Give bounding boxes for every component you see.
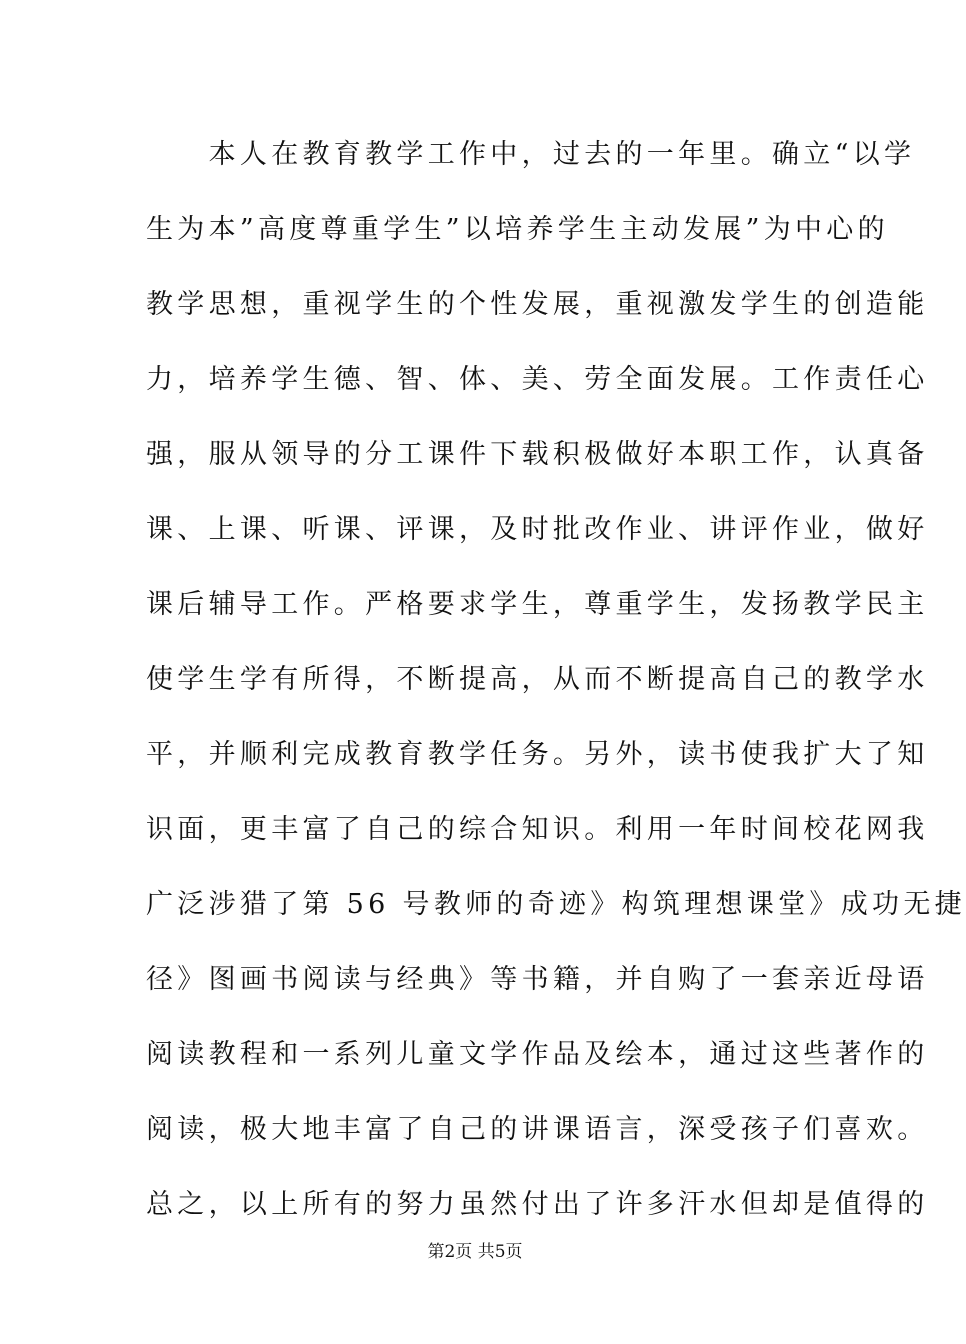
text-line: 阅读教程和一系列儿童文学作品及绘本，通过这些著作的 [146,1039,929,1070]
text-line: 径》图画书阅读与经典》等书籍，并自购了一套亲近母语 [146,964,929,995]
text-line: 课、上课、听课、评课，及时批改作业、讲评作业，做好 [146,514,929,545]
text-line: 平，并顺利完成教育教学任务。另外，读书使我扩大了知 [146,739,929,770]
text-line: 识面，更丰富了自己的综合知识。利用一年时间校花网我 [146,814,929,845]
text-line: 阅读，极大地丰富了自己的讲课语言，深受孩子们喜欢。 [146,1114,929,1145]
text-line: 使学生学有所得，不断提高，从而不断提高自己的教学水 [146,664,929,695]
text-line: 力，培养学生德、智、体、美、劳全面发展。工作责任心 [146,364,929,395]
body-paragraph [146,130,966,1255]
text-line: 生为本”高度尊重学生”以培养学生主动发展”为中心的 [146,214,889,245]
text-line: 广泛涉猎了第 56 号教师的奇迹》构筑理想课堂》成功无捷 [146,889,966,920]
text-line: 总之，以上所有的努力虽然付出了许多汗水但却是值得的 [146,1189,929,1220]
text-line: 教学思想，重视学生的个性发展，重视激发学生的创造能 [146,289,929,320]
text-line: 强，服从领导的分工课件下载积极做好本职工作，认真备 [146,439,929,470]
text-line: 课后辅导工作。严格要求学生，尊重学生，发扬教学民主 [146,589,929,620]
page-number-footer: 第2页 共5页 [427,1242,523,1262]
text-line: 本人在教育教学工作中，过去的一年里。确立“以学 [146,139,916,170]
